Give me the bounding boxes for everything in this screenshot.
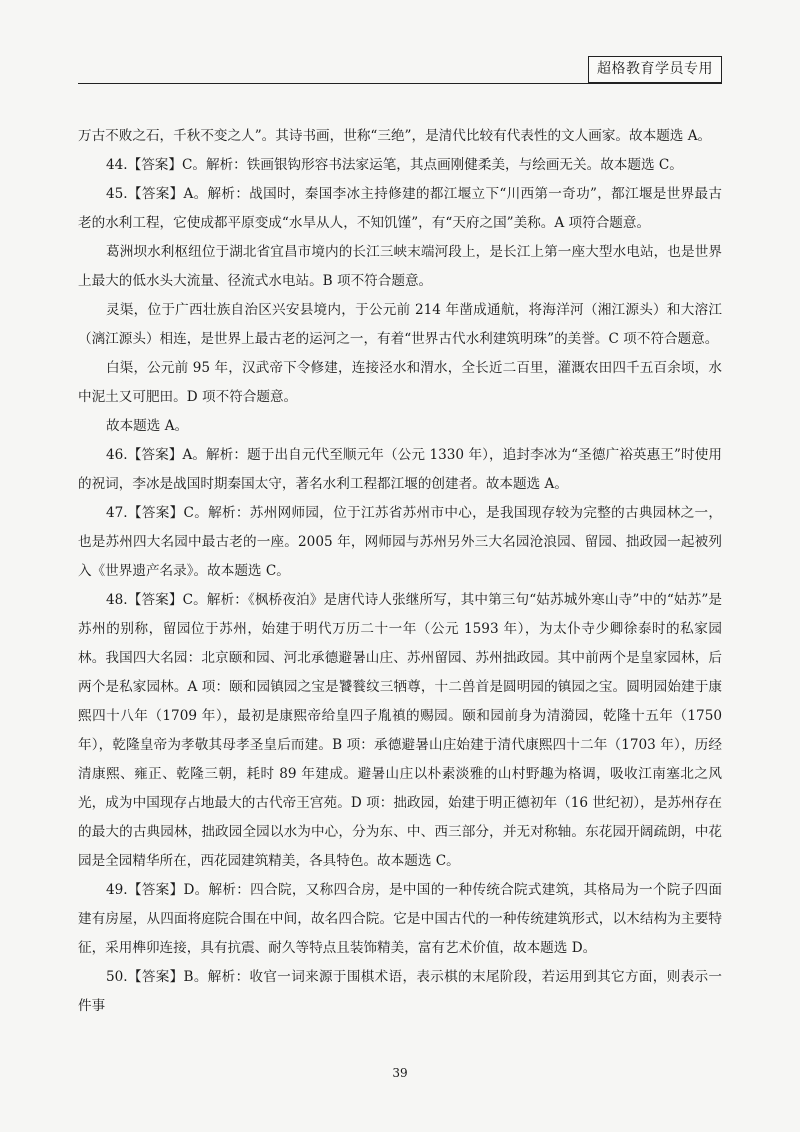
- page-body: [78, 122, 722, 1021]
- paragraph: 白渠，公元前 95 年，汉武帝下令修建，连接泾水和渭水，全长近二百里，灌溉农田四千五百余顷，水中泥土又可肥田。D 项不符合题意。: [78, 360, 722, 405]
- paragraph: 48.【答案】C。解析：《枫桥夜泊》是唐代诗人张继所写，其中第三句“姑苏城外寒山寺”中的“姑苏”是苏州的别称，留园位于苏州，始建于明代万历二十一年（公元 1593 年），为太仆寺少卿徐泰时的私家园林。我国四大名园：北京颐和园、河北承德避暑山庄、苏州留园、苏州拙政园。其中前两个是皇家园林，后两个是私家园林。A 项：颐和园镇园之宝是饕餮纹三牺尊，十二兽首是圆明园的镇园之宝。圆明园始建于康熙四十八年（1709 年），最初是康熙帝给皇四子胤禛的赐园。颐和园前身为清漪园，乾隆十五年（1750 年），乾隆皇帝为孝敬其母孝圣皇后而建。B 项：承德避暑山庄始建于清代康熙四十二年（1703 年），历经清康熙、雍正、乾隆三朝，耗时 89 年建成。避暑山庄以朴素淡雅的山村野趣为格调，吸收江南塞北之风光，成为中国现存占地最大的古代帝王宫苑。D 项：拙政园，始建于明正德初年（16 世纪初），是苏州存在的最大的古典园林，拙政园全园以水为中心，分为东、中、西三部分，并无对称轴。东花园开阔疏朗，中花园是全园精华所在，西花园建筑精美，各具特色。故本题选 C。: [78, 592, 722, 869]
- paragraph: 万古不败之石，千秋不变之人”。其诗书画，世称“三绝”，是清代比较有代表性的文人画家。故本题选 A。: [78, 128, 712, 144]
- paragraph: 50.【答案】B。解析：收官一词来源于围棋术语，表示棋的末尾阶段，若运用到其它方面，则表示一件事: [78, 969, 722, 1014]
- paragraph: 47.【答案】C。解析：苏州网师园，位于江苏省苏州市中心，是我国现存较为完整的古典园林之一，也是苏州四大名园中最古老的一座。2005 年，网师园与苏州另外三大名园沧浪园、留园、拙政园一起被列入《世界遗产名录》。故本题选 C。: [78, 505, 722, 579]
- paragraph: 故本题选 A。: [106, 418, 189, 434]
- page-number: 39: [392, 1066, 408, 1080]
- header-badge: 超格教育学员专用: [588, 56, 722, 83]
- paragraph: 45.【答案】A。解析：战国时，秦国李冰主持修建的都江堰立下“川西第一奇功”，都江堰是世界最古老的水利工程，它使成都平原变成“水旱从人，不知饥馑”，有“天府之国”美称。A 项符合题意。: [78, 186, 722, 231]
- paragraph: 灵渠，位于广西壮族自治区兴安县境内，于公元前 214 年凿成通航，将海洋河（湘江源头）和大溶江（漓江源头）相连，是世界上最古老的运河之一，有着“世界古代水利建筑明珠”的美誉。C 项不符合题意。: [78, 302, 722, 347]
- paragraph: 46.【答案】A。解析：题于出自元代至顺元年（公元 1330 年），追封李冰为“圣德广裕英惠王”时使用的祝词，李冰是战国时期秦国太守，著名水利工程都江堰的创建者。故本题选 A。: [78, 447, 722, 492]
- header-divider: [78, 83, 722, 84]
- paragraph: 葛洲坝水利枢纽位于湖北省宜昌市境内的长江三峡末端河段上，是长江上第一座大型水电站，也是世界上最大的低水头大流量、径流式水电站。B 项不符合题意。: [78, 244, 722, 289]
- paragraph: 49.【答案】D。解析：四合院，又称四合房，是中国的一种传统合院式建筑，其格局为一个院子四面建有房屋，从四面将庭院合围在中间，故名四合院。它是中国古代的一种传统建筑形式，以木结构为主要特征，采用榫卯连接，具有抗震、耐久等特点且装饰精美，富有艺术价值，故本题选 D。: [78, 882, 722, 956]
- paragraph: 44.【答案】C。解析：铁画银钩形容书法家运笔，其点画刚健柔美，与绘画无关。故本题选 C。: [106, 157, 683, 173]
